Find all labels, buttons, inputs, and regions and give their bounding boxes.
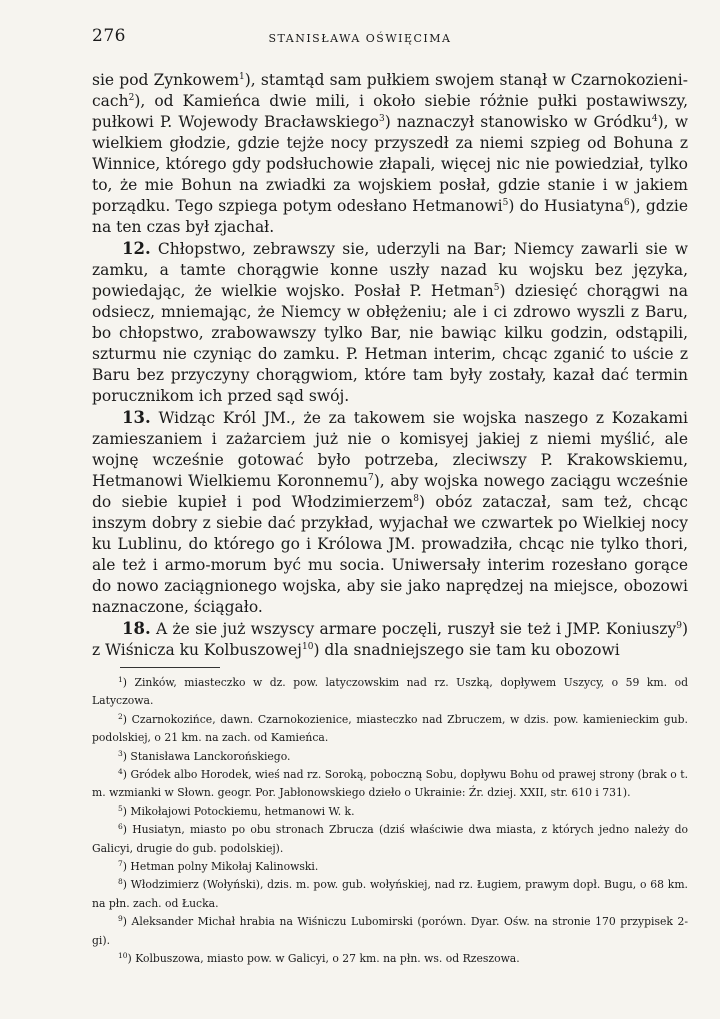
footnote-ref: 1 [239, 72, 245, 82]
footnote-5 [92, 803, 688, 821]
text-run: ) obóz zataczał, sam też, chcąc inszym dobry z siebie dać przykład, wyjachał we czwartek po Wielkiej nocy ku Lublinu, do którego go i Królowa JM. prowadziła, chcąc nie tylko thori, ale też i armo-morum być mu socia. Uniwersały interim rozesłano gorące do nowo zaciągnionego wojska, aby sie jako naprędzej na miejsce, obozowi naznaczone, ściągało. [92, 493, 688, 616]
footnote-10 [92, 950, 688, 968]
main-text [92, 70, 688, 661]
footnote-ref: 10 [301, 642, 314, 652]
footnote-4 [92, 766, 688, 803]
footnote-8 [92, 876, 688, 913]
footnotes [92, 674, 688, 969]
footnote-ref: 5 [493, 283, 500, 293]
paragraph-number: 13. [122, 408, 151, 427]
text-run: ), od Kamieńca dwie mili, i około siebie różnie pułki postawiwszy, pułkowi P. Wojewody Bracławskiego [92, 92, 688, 131]
footnote-text: ) Gródek albo Horodek, wieś nad rz. Soroką, poboczną Sobu, dopływu Bohu od prawej strony (brak o t. m. wzmianki w Słown. geogr. Por. Jabłonowskiego dzieło o Ukrainie: Źr. dziej. XXII, str. 610 i 731). [92, 768, 688, 800]
page-number: 276 [92, 26, 126, 46]
text-run: Widząc Król JM., że za takowem sie wojska naszego z Kozakami zamieszaniem i zażarciem już nie o komisyej jakiej z niemi myślić, ale wojnę wcześnie gotować było potrzeba, zleciwszy P. Krakowskiemu, Hetmanowi Wielkiemu Koronnemu [92, 409, 688, 490]
footnote-ref: 2 [128, 93, 135, 103]
footnote-7 [92, 858, 688, 876]
footnote-text: ) Zinków, miasteczko w dz. pow. latyczowskim nad rz. Uszką, dopływem Uszycy, o 59 km. od Latyczowa. [92, 676, 688, 708]
paragraph-12 [92, 238, 688, 407]
paragraph-continuation [92, 70, 688, 238]
footnote-text: ) Mikołajowi Potockiemu, hetmanowi W. k. [122, 804, 355, 818]
footnote-text: ) Husiatyn, miasto po obu stronach Zbrucza (dziś właściwie dwa miasta, z których jedno należy do Galicyi, drugie do gub. podolskiej). [92, 823, 688, 855]
paragraph-13 [92, 407, 688, 618]
text-run: ) naznaczył stanowisko w Gródku [384, 113, 652, 131]
text-run: sie pod Zynkowem [92, 71, 240, 89]
text-run: ) z Wiśnicza ku Kolbuszowej [92, 620, 688, 659]
running-head: STANISŁAWA OŚWIĘCIMA [268, 32, 452, 45]
footnote-marker: 2 [118, 711, 123, 721]
footnote-marker: 9 [118, 914, 123, 924]
text-run: Chłopstwo, zebrawszy sie, uderzyli na Bar; Niemcy zawarli sie w zamku, a tamte chorągwie konne uszły nazad ku wojsku bez języka, powiedając, że wielkie wojsko. Posłał P. Hetman [92, 240, 688, 300]
text-run: A że sie już wszyscy armare poczęli, ruszył sie też i JMP. Koniuszy [150, 620, 677, 638]
footnote-6 [92, 821, 688, 858]
footnote-2 [92, 711, 688, 748]
footnote-ref: 4 [651, 114, 658, 124]
footnote-ref: 5 [502, 198, 509, 208]
text-run: ) dla snadniejszego sie tam ku obozowi [313, 641, 620, 659]
footnote-1 [92, 674, 688, 711]
text-run: ), w wielkiem głodzie, gdzie tejże nocy przyszedł za niemi szpieg od Bohuna z Winnice, którego gdy podsłuchowie złapali, więcej nic nie powiedział, tylko to, że mie Bohun na zwiadki za wojskiem posłał, gdzie stanie i w jakiem porządku. Tego szpiega potym odesłano Hetmanowi [92, 113, 688, 215]
footnote-text: ) Kolbuszowa, miasto pow. w Galicyi, o 27 km. na płn. ws. od Rzeszowa. [127, 952, 520, 966]
footnote-marker: 6 [118, 822, 123, 832]
text-run: ) dziesięć chorągwi na odsiecz, mniemając, że Niemcy w obłężeniu; ale i ci zdrowo wyszli z Baru, bo chłopstwo, zrabowawszy tylko Bar, nie bawiąc kilku godzin, odstąpili, szturmu nie czyniąc do zamku. P. Hetman interim, chcąc zganić to uście z Baru bez przyczyny chorągwiom, które tam były zostały, kazał dać termin porucznikom ich przed sąd swój. [92, 282, 689, 405]
footnote-ref: 3 [378, 114, 385, 124]
footnote-ref: 8 [413, 494, 419, 504]
text-run: ), stamtąd sam pułkiem swojem stanął w Czarnokozieni-cach [92, 71, 688, 110]
text-run: ), aby wojska nowego zaciągu wcześnie do siebie kupieł i pod Włodzimierzem [92, 472, 688, 511]
footnote-text: ) Włodzimierz (Wołyński), dzis. m. pow. gub. wołyńskiej, nad rz. Ługiem, prawym dopł. Bugu, o 68 km. na płn. zach. od Łucka. [92, 878, 688, 910]
footnote-marker: 7 [118, 859, 123, 869]
footnote-text: ) Aleksander Michał hrabia na Wiśniczu Lubomirski (porówn. Dyar. Ośw. na stronie 170 przypisek 2-gi). [92, 915, 688, 947]
paragraph-number: 18. [122, 619, 151, 638]
footnote-ref: 7 [367, 473, 374, 483]
footnote-marker: 3 [118, 748, 123, 758]
footnote-marker: 8 [118, 877, 123, 887]
footnote-text: ) Stanisława Lanckorońskiego. [122, 749, 291, 763]
text-run: ), gdzie na ten czas był zjachał. [92, 197, 688, 236]
footnote-3 [92, 748, 688, 766]
footnote-divider [120, 667, 220, 668]
footnote-9 [92, 913, 688, 950]
footnote-marker: 10 [118, 951, 128, 961]
paragraph-18 [92, 618, 688, 661]
paragraph-number: 12. [122, 239, 151, 258]
footnote-marker: 4 [118, 767, 123, 777]
footnote-marker: 5 [118, 803, 123, 813]
text-run: ) do Husiatyna [508, 197, 624, 215]
footnote-text: ) Hetman polny Mikołaj Kalinowski. [122, 860, 319, 874]
footnote-marker: 1 [118, 675, 123, 684]
footnote-ref: 9 [676, 621, 682, 631]
footnote-text: ) Czarnokozińce, dawn. Czarnokozienice, miasteczko nad Zbruczem, w dzis. pow. kamienieckim gub. podolskiej, o 21 km. na zach. od Kamieńca. [92, 712, 688, 745]
footnote-ref: 6 [623, 198, 630, 208]
